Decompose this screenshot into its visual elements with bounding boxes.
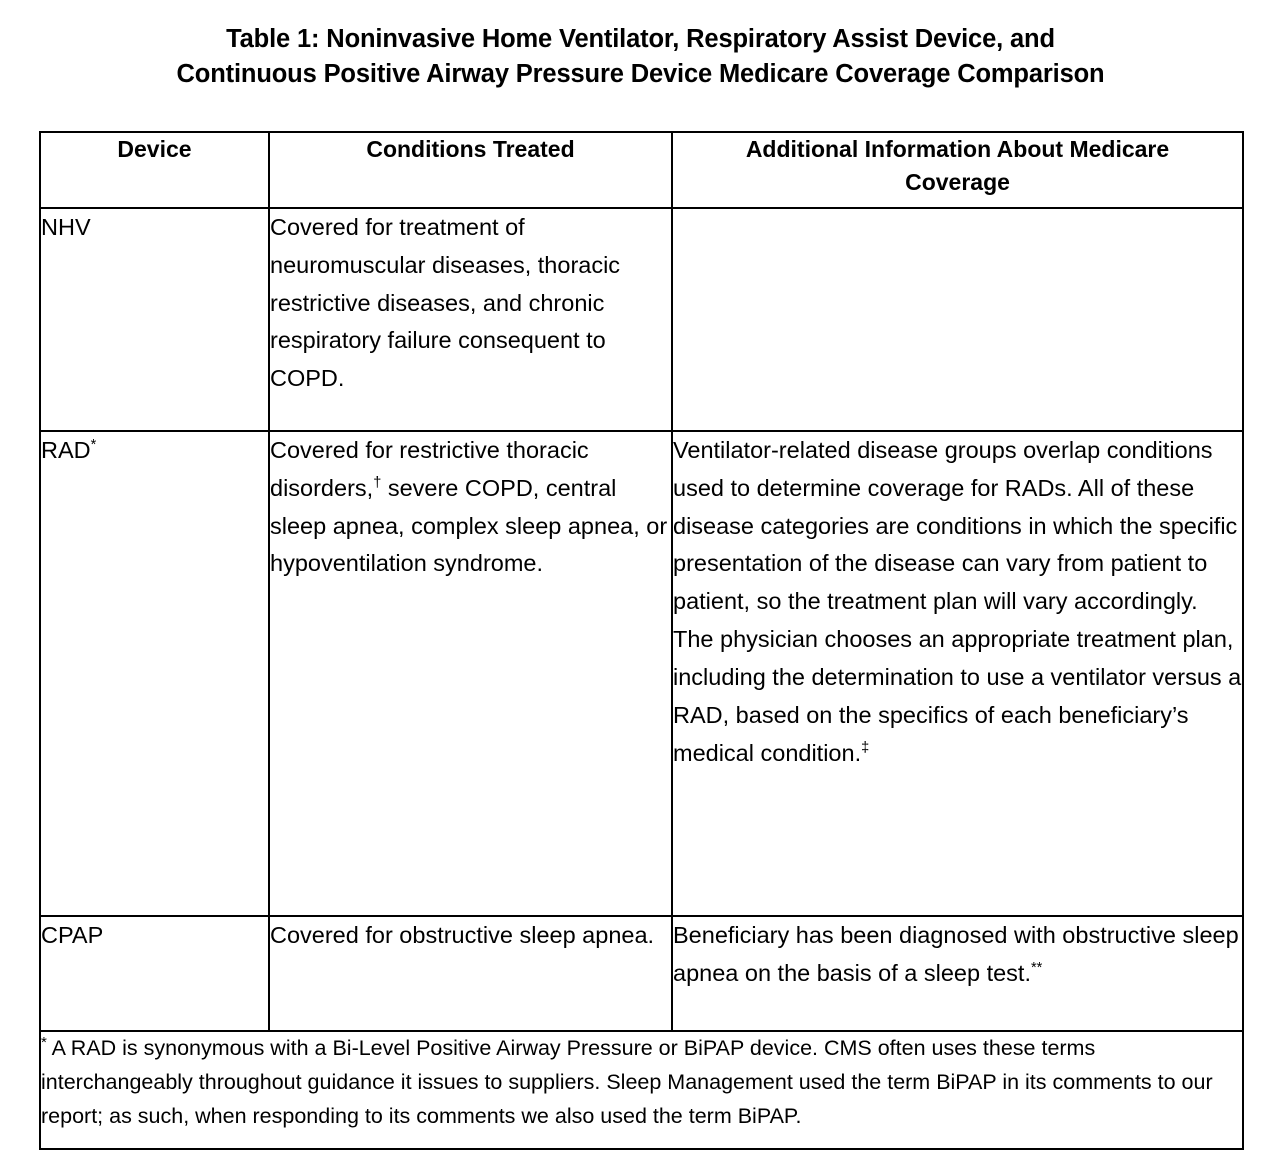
table-row-cpap [40, 916, 1243, 1031]
cell-footnote [40, 1031, 1243, 1149]
conditions-text-rad [270, 432, 671, 583]
footnote-marker-asterisk: * [90, 437, 97, 454]
conditions-text-rad-part2: severe COPD, central sleep apnea, complex sleep apnea, or hypoventilation syndrome. [270, 474, 668, 577]
device-name-rad-wrapper [41, 432, 268, 470]
table-title-line-2: Continuous Positive Airway Pressure Device Medicare Coverage Comparison [176, 60, 1105, 89]
column-header-additional-information [672, 132, 1243, 208]
additional-info-text-cpap-body: Beneficiary has been diagnosed with obstructive sleep apnea on the basis of a sleep test. [673, 922, 1239, 986]
comparison-table-container [39, 131, 1242, 1150]
footnote-text: A RAD is synonymous with a Bi-Level Positive Airway Pressure or BiPAP device. CMS often uses these terms interchangeably throughout guidance it issues to suppliers. Sleep Management used the term BiPAP in its comments to our report; as such, when responding to its comments we also used the term BiPAP. [41, 1036, 1213, 1128]
column-header-conditions-treated: Conditions Treated [269, 132, 672, 208]
cell-additional-info-nhv [672, 208, 1243, 431]
device-name-rad: RAD [41, 437, 91, 463]
footnote-paragraph [41, 1032, 1242, 1134]
footnote-marker-asterisk-legend: * [41, 1033, 47, 1051]
footnote-marker-double-dagger: ‡ [861, 739, 870, 756]
footnote-marker-dagger: † [373, 475, 382, 491]
column-header-additional-information-line-1: Additional Information About Medicare [745, 136, 1170, 162]
cell-additional-info-cpap [672, 916, 1243, 1031]
cell-conditions-nhv [269, 208, 672, 431]
column-header-additional-information-line-2: Coverage [905, 168, 1010, 195]
conditions-text-rad-part1: Covered for restrictive thoracic disorders, [270, 437, 589, 501]
cell-device-nhv [40, 208, 269, 431]
table-row-rad [40, 431, 1243, 916]
cell-additional-info-rad [672, 431, 1243, 916]
table-title-line-1: Table 1: Noninvasive Home Ventilator, Respiratory Assist Device, and [226, 25, 1055, 53]
conditions-text-nhv: Covered for treatment of neuromuscular diseases, thoracic restrictive diseases, and chronic respiratory failure consequent to COPD. [270, 214, 621, 392]
additional-info-text-rad-body: Ventilator-related disease groups overlap conditions used to determine coverage for RADs. All of these disease categories are conditions in which the specific presentation of the disease can vary from patient to patient, so the treatment plan will vary accordingly. The physician chooses an appropriate treatment plan, including the determination to use a ventilator versus a RAD, based on the specifics of each beneficiary’s medical condition. [673, 437, 1242, 766]
table-header-row [40, 132, 1243, 208]
column-header-device: Device [40, 132, 269, 208]
footnote-marker-double-asterisk: ** [1030, 960, 1043, 976]
additional-info-text-cpap [673, 917, 1242, 993]
comparison-table [39, 131, 1244, 1150]
device-name-nhv: NHV [41, 214, 91, 240]
cell-conditions-cpap [269, 916, 672, 1031]
cell-device-rad [40, 431, 269, 916]
additional-info-text-rad [673, 432, 1242, 772]
cell-device-cpap [40, 916, 269, 1031]
table-row-nhv [40, 208, 1243, 431]
device-name-cpap: CPAP [41, 922, 104, 948]
table-row-footnote [40, 1031, 1243, 1149]
conditions-text-cpap: Covered for obstructive sleep apnea. [270, 922, 655, 948]
table-body [40, 208, 1243, 1149]
cell-conditions-rad [269, 431, 672, 916]
table-header [40, 132, 1243, 208]
table-title [0, 0, 1281, 92]
